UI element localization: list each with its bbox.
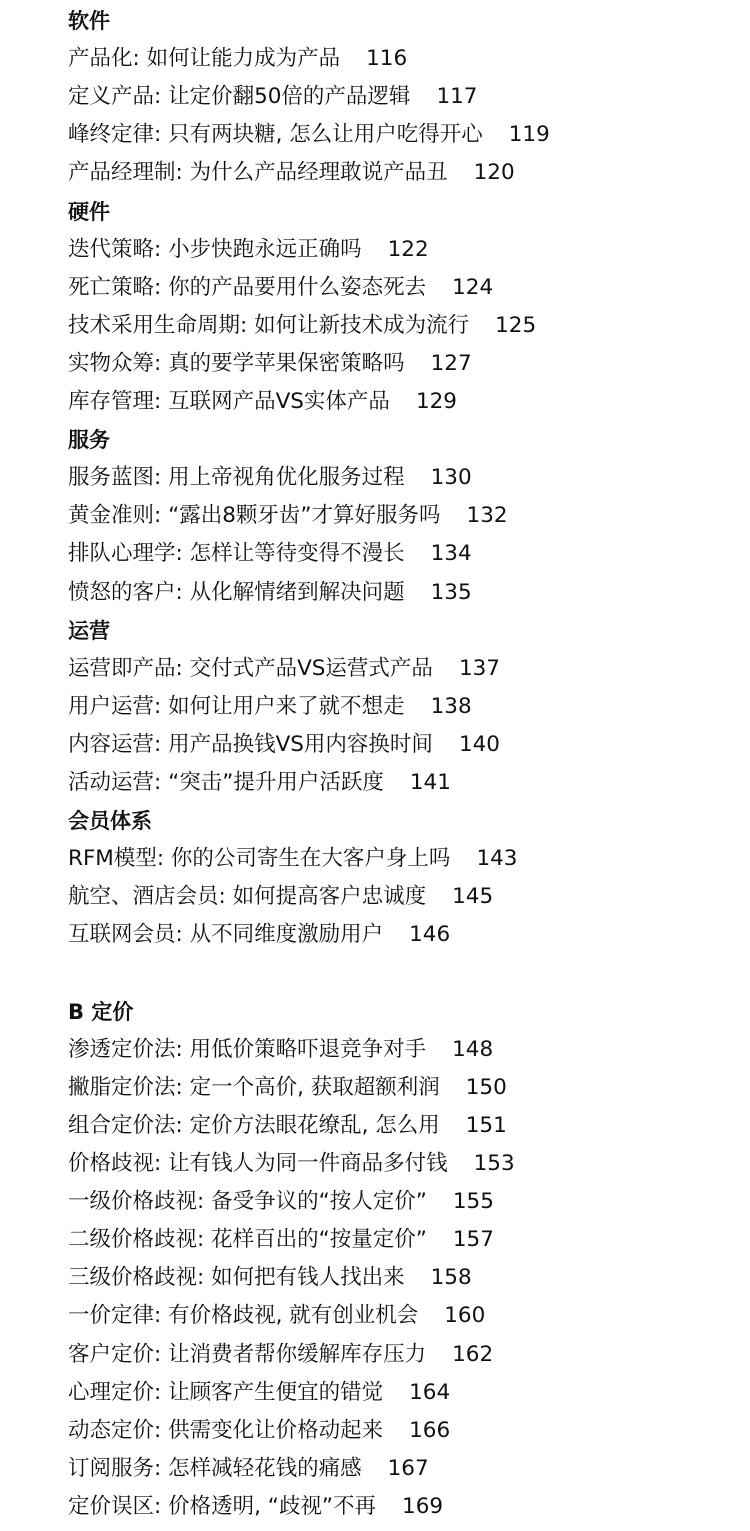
section-heading: 服务 (68, 428, 110, 453)
toc-entry-page-number: 167 (387, 1455, 429, 1481)
section-heading: B 定价 (68, 999, 134, 1024)
toc-entry (68, 1221, 494, 1259)
toc-entry-title: 组合定价法: 定价方法眼花缭乱, 怎么用 (68, 1112, 440, 1138)
toc-entry (68, 840, 517, 878)
toc-entry (68, 688, 472, 726)
toc-entry-page-number: 160 (444, 1303, 486, 1329)
toc-entry-title: 一价定律: 有价格歧视, 就有创业机会 (68, 1303, 419, 1329)
toc-entry-page-number: 140 (458, 731, 500, 757)
toc-entry (68, 345, 472, 383)
toc-entry-title: 产品化: 如何让能力成为产品 (68, 46, 341, 72)
toc-entry (68, 40, 407, 78)
toc-entry (68, 269, 493, 307)
toc-entry-title: 峰终定律: 只有两块糖, 怎么让用户吃得开心 (68, 122, 483, 148)
toc-entry-page-number: 127 (430, 350, 472, 376)
toc-entry (68, 1488, 443, 1526)
toc-entry (68, 383, 457, 421)
toc-entry (68, 307, 536, 345)
toc-entry-page-number: 148 (452, 1036, 494, 1062)
toc-entry-page-number: 124 (452, 274, 494, 300)
toc-entry-page-number: 122 (387, 236, 429, 262)
toc-entry-title: 愤怒的客户: 从化解情绪到解决问题 (68, 579, 405, 605)
toc-entry (68, 1297, 485, 1335)
toc-entry-page-number: 158 (430, 1265, 472, 1291)
toc-entry-title: 实物众筹: 真的要学苹果保密策略吗 (68, 350, 405, 376)
section-heading: 硬件 (68, 199, 110, 224)
toc-entry-title: 内容运营: 用产品换钱VS用内容换时间 (68, 731, 433, 757)
toc-entry-page-number: 137 (458, 655, 500, 681)
toc-entry (68, 726, 500, 764)
toc-entry-title: 技术采用生命周期: 如何让新技术成为流行 (68, 312, 470, 338)
toc-entry-title: 定价误区: 价格透明, “歧视”不再 (68, 1493, 377, 1519)
toc-entry-page-number: 141 (409, 770, 451, 795)
toc-entry (68, 231, 429, 269)
toc-entry-title: 用户运营: 如何让用户来了就不想走 (68, 693, 405, 719)
toc-entry (68, 1183, 494, 1221)
toc-entry-title: 一级价格歧视: 备受争议的“按人定价” (68, 1189, 427, 1215)
toc-entry-page-number: 153 (473, 1151, 515, 1176)
toc-entry-page-number: 151 (465, 1112, 507, 1138)
toc-entry (68, 1145, 515, 1183)
toc-entry (68, 1450, 429, 1488)
section-heading: 会员体系 (68, 809, 152, 834)
toc-entry (68, 916, 450, 954)
toc-entry-title: RFM模型: 你的公司寄生在大客户身上吗 (68, 846, 451, 872)
toc-entry-page-number: 169 (402, 1493, 444, 1519)
toc-entry (68, 574, 472, 612)
toc-entry-title: 互联网会员: 从不同维度激励用户 (68, 922, 384, 948)
toc-entry (68, 116, 550, 154)
toc-entry (68, 459, 472, 497)
toc-entry (68, 650, 500, 688)
toc-entry-page-number: 132 (466, 503, 508, 529)
toc-entry-title: 渗透定价法: 用低价策略吓退竞争对手 (68, 1036, 427, 1062)
toc-entry (68, 1336, 493, 1374)
toc-entry-title: 死亡策略: 你的产品要用什么姿态死去 (68, 274, 427, 300)
toc-entry-title: 动态定价: 供需变化让价格动起来 (68, 1417, 384, 1443)
toc-entry-title: 排队心理学: 怎样让等待变得不漫长 (68, 541, 405, 567)
toc-entry-title: 撇脂定价法: 定一个高价, 获取超额利润 (68, 1074, 440, 1100)
toc-entry-page-number: 150 (465, 1074, 507, 1100)
toc-entry-title: 航空、酒店会员: 如何提高客户忠诚度 (68, 884, 427, 910)
toc-entry (68, 764, 451, 802)
toc-entry (68, 1031, 493, 1069)
toc-entry (68, 1412, 450, 1450)
toc-entry-page-number: 120 (473, 160, 515, 186)
toc-entry-page-number: 155 (452, 1189, 494, 1215)
toc-entry-title: 迭代策略: 小步快跑永远正确吗 (68, 236, 362, 262)
toc-entry-page-number: 164 (409, 1379, 451, 1405)
toc-entry-title: 二级价格歧视: 花样百出的“按量定价” (68, 1227, 427, 1253)
toc-entry-page-number: 125 (495, 312, 537, 338)
toc-entry-page-number: 138 (430, 693, 472, 719)
toc-entry-title: 定义产品: 让定价翻50倍的产品逻辑 (68, 84, 411, 110)
toc-entry (68, 1259, 472, 1297)
toc-entry-title: 服务蓝图: 用上帝视角优化服务过程 (68, 465, 405, 491)
toc-entry (68, 1069, 507, 1107)
toc-entry-title: 价格歧视: 让有钱人为同一件商品多付钱 (68, 1151, 448, 1176)
toc-entry (68, 497, 508, 535)
toc-entry-page-number: 117 (436, 84, 478, 110)
toc-entry-title: 运营即产品: 交付式产品VS运营式产品 (68, 655, 433, 681)
toc-entry (68, 78, 477, 116)
toc-entry-title: 库存管理: 互联网产品VS实体产品 (68, 389, 390, 414)
toc-entry-page-number: 134 (430, 541, 472, 567)
toc-entry (68, 154, 515, 192)
toc-entry (68, 1374, 450, 1412)
toc-entry-page-number: 157 (452, 1227, 494, 1253)
toc-entry-page-number: 162 (452, 1341, 494, 1367)
toc-entry-title: 活动运营: “突击”提升用户活跃度 (68, 770, 384, 795)
toc-entry-page-number: 145 (452, 884, 494, 910)
toc-entry (68, 878, 493, 916)
toc-entry-page-number: 119 (508, 122, 550, 148)
toc-entry-page-number: 130 (430, 465, 472, 491)
section-heading: 软件 (68, 9, 110, 33)
toc-entry-title: 黄金准则: “露出8颗牙齿”才算好服务吗 (68, 503, 441, 529)
toc-entry-title: 订阅服务: 怎样减轻花钱的痛感 (68, 1455, 362, 1481)
toc-entry-title: 产品经理制: 为什么产品经理敢说产品丑 (68, 160, 448, 186)
toc-entry (68, 1107, 507, 1145)
toc-entry-page-number: 143 (476, 846, 518, 872)
toc-entry-page-number: 166 (409, 1417, 451, 1443)
toc-entry-title: 心理定价: 让顾客产生便宜的错觉 (68, 1379, 384, 1405)
section-heading: 运营 (68, 618, 110, 643)
toc-entry-page-number: 146 (409, 922, 451, 948)
toc-entry-page-number: 116 (366, 46, 408, 72)
toc-entry (68, 535, 472, 573)
toc-entry-page-number: 135 (430, 579, 472, 605)
toc-entry-title: 客户定价: 让消费者帮你缓解库存压力 (68, 1341, 427, 1367)
toc-entry-title: 三级价格歧视: 如何把有钱人找出来 (68, 1265, 405, 1291)
toc-entry-page-number: 129 (415, 389, 457, 414)
